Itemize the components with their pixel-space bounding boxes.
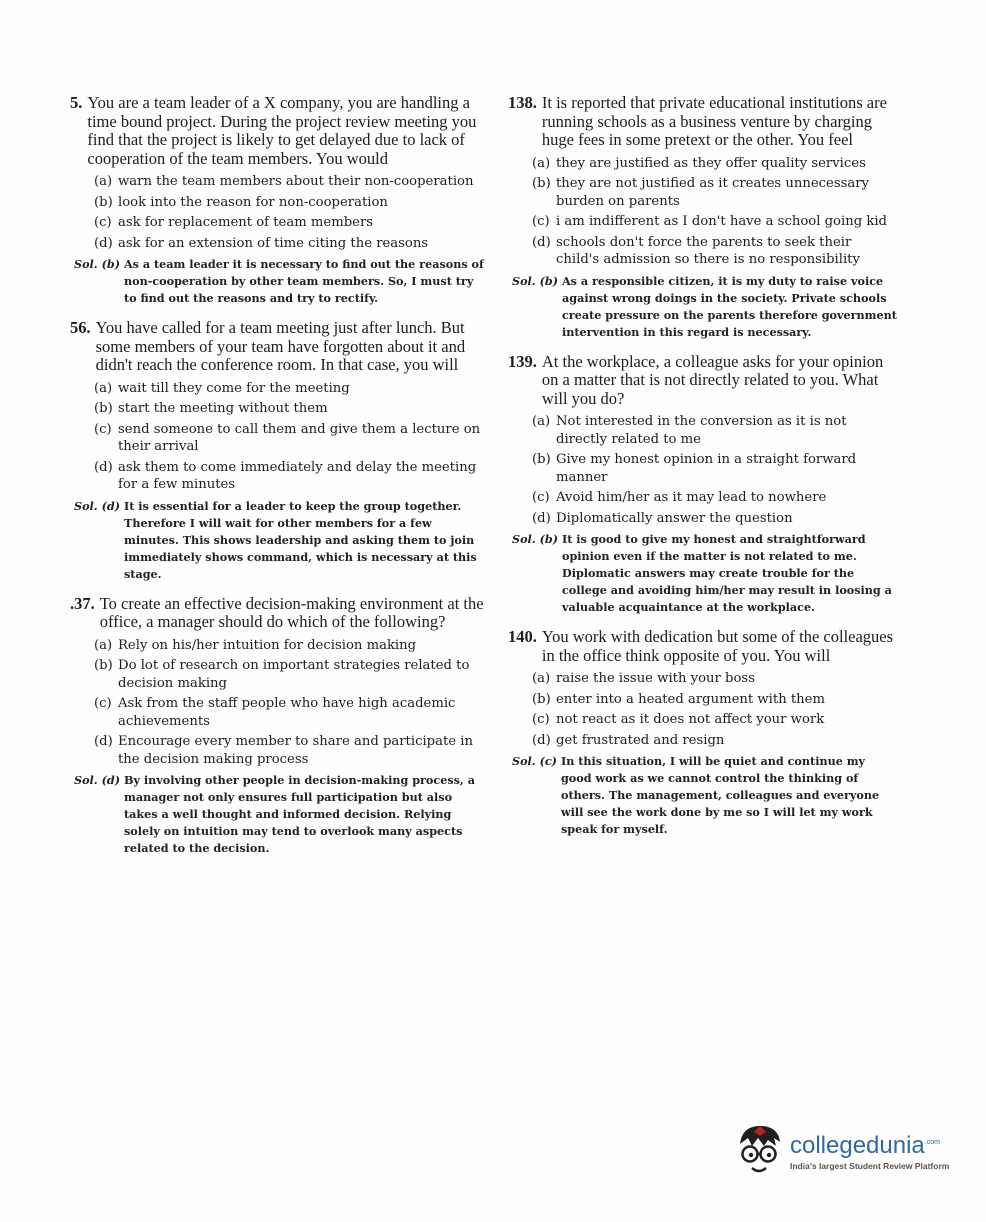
option-text: Do lot of research on important strategies related to decision making <box>118 658 470 691</box>
option <box>532 732 898 750</box>
question-140 <box>508 628 898 838</box>
option <box>94 657 488 692</box>
option-key: (d) <box>532 732 551 748</box>
option-text: Not interested in the conversion as it is not directly related to me <box>556 414 847 447</box>
option-text: Encourage every member to share and participate in the decision making process <box>118 734 473 767</box>
question-138 <box>508 94 898 341</box>
question-number: 5. <box>70 93 83 112</box>
option <box>94 235 488 253</box>
option <box>532 451 898 486</box>
options-list <box>94 380 488 494</box>
option-key: (d) <box>94 235 113 251</box>
solution-key: Sol. (b) <box>512 273 558 288</box>
solution-text: In this situation, I will be quiet and continue my good work as we cannot control the thinking of others. The management, colleagues and everyone will see the work done by me so I will let my work speak for myself. <box>560 754 880 836</box>
option-key: (c) <box>94 421 112 437</box>
option-text: they are justified as they offer quality services <box>556 155 866 171</box>
right-column <box>508 94 898 850</box>
option-text: Diplomatically answer the question <box>556 510 793 526</box>
option-key: (d) <box>94 734 113 749</box>
option-text: schools don't force the parents to seek their child's admission so there is no responsibility <box>556 234 860 267</box>
option <box>94 194 488 212</box>
mascot-icon <box>734 1122 784 1178</box>
question-5 <box>70 94 488 307</box>
option <box>94 214 488 232</box>
solution-key: Sol. (b) <box>74 257 120 271</box>
option-text: Give my honest opinion in a straight forward manner <box>556 452 857 485</box>
option <box>532 489 898 507</box>
solution <box>512 531 898 616</box>
option-key: (a) <box>94 637 113 653</box>
option <box>94 695 488 730</box>
option-key: (a) <box>532 155 551 171</box>
logo-name-text: collegedunia <box>790 1131 925 1159</box>
option <box>532 711 898 729</box>
option <box>532 413 898 448</box>
option-text: start the meeting without them <box>118 401 328 416</box>
option-text: Ask from the staff people who have high academic achievements <box>118 696 456 729</box>
solution-key: Sol. (c) <box>512 754 557 768</box>
option <box>94 637 488 655</box>
question-37 <box>70 595 488 858</box>
question-text: At the workplace, a colleague asks for your opinion on a matter that is not directly related to you. What will you do? <box>541 351 884 408</box>
options-list <box>94 173 488 252</box>
option-key: (a) <box>94 380 113 396</box>
option-text: get frustrated and resign <box>556 732 725 748</box>
option-key: (a) <box>532 671 551 686</box>
option-key: (d) <box>532 510 551 526</box>
solution-text: As a team leader it is necessary to find out the reasons of non-cooperation by other team members. So, I must try to find out the reasons and try to rectify. <box>124 257 484 305</box>
option-text: look into the reason for non-cooperation <box>118 194 388 210</box>
option <box>94 421 488 456</box>
option-text: send someone to call them and give them a lecture on their arrival <box>118 421 481 454</box>
option <box>94 733 488 768</box>
option-text: ask for replacement of team members <box>118 215 374 230</box>
option <box>532 155 898 173</box>
solution-text: It is essential for a leader to keep the group together. Therefore I will wait for other members for a few minutes. This shows leadership and asking them to join immediately shows command, which is necessary at this stage. <box>124 498 477 581</box>
collegedunia-logo <box>734 1120 954 1180</box>
option-key: (a) <box>94 174 113 189</box>
question-139 <box>508 353 898 617</box>
question-number: 138. <box>508 93 537 112</box>
options-list <box>94 637 488 769</box>
options-list <box>532 155 898 269</box>
option-text: i am indifferent as I don't have a school going kid <box>556 214 887 229</box>
solution <box>74 772 488 857</box>
left-column <box>70 94 488 869</box>
question-56 <box>70 319 488 583</box>
options-list <box>532 413 898 527</box>
solution-text: By involving other people in decision-making process, a manager not only ensures full participation but also takes a well thought and informed decision. Relying solely on intuition may tend to overlook many aspects related to the decision. <box>124 773 475 855</box>
option-key: (c) <box>532 214 550 229</box>
option <box>94 400 488 418</box>
option-key: (c) <box>532 490 550 505</box>
option-key: (b) <box>532 176 551 191</box>
option <box>94 459 488 494</box>
option-text: they are not justified as it creates unnecessary burden on parents <box>556 176 870 209</box>
option <box>532 234 898 269</box>
option-key: (c) <box>94 215 112 230</box>
logo-name <box>790 1130 949 1159</box>
option-text: raise the issue with your boss <box>556 671 755 686</box>
option <box>532 213 898 231</box>
logo-suffix: .com <box>924 1138 940 1146</box>
solution-key: Sol. (d) <box>74 773 120 787</box>
option-key: (a) <box>532 414 551 429</box>
option <box>94 380 488 398</box>
option-text: not react as it does not affect your work <box>556 712 825 727</box>
solution-text: It is good to give my honest and straightforward opinion even if the matter is not related to me. Diplomatic answers may create trouble for the college and avoiding him/her may result in loosing a valuable acquaintance at the workplace. <box>562 532 892 614</box>
option-text: ask for an extension of time citing the reasons <box>118 235 429 251</box>
question-text: You work with dedication but some of the colleagues in the office think opposite of you. You will <box>541 627 894 665</box>
question-text: You are a team leader of a X company, you are handling a time bound project. During the project review meeting you find that the project is likely to get delayed due to lack of cooperation of the team members. You would <box>87 93 477 168</box>
option-text: enter into a heated argument with them <box>556 691 825 707</box>
option-key: (b) <box>94 658 113 673</box>
option-text: Avoid him/her as it may lead to nowhere <box>556 490 827 505</box>
option-key: (b) <box>532 452 551 467</box>
logo-tagline: India's largest Student Review Platform <box>790 1160 950 1171</box>
option-key: (c) <box>94 696 112 711</box>
question-text: It is reported that private educational institutions are running schools as a business venture by charging huge fees in some pretext or the other. You feel <box>541 93 887 149</box>
question-text: To create an effective decision-making environment at the office, a manager should do which of the following? <box>99 593 484 631</box>
question-number: 139. <box>508 351 537 371</box>
solution <box>74 498 488 583</box>
option-key: (b) <box>532 691 551 707</box>
option-text: Rely on his/her intuition for decision making <box>118 637 417 653</box>
solution <box>512 273 898 341</box>
option <box>532 670 898 688</box>
options-list <box>532 670 898 749</box>
option-text: wait till they come for the meeting <box>118 380 350 396</box>
question-number: 140. <box>508 627 537 646</box>
solution-text: As a responsible citizen, it is my duty to raise voice against wrong doings in the society. Private schools create pressure on the parents therefore government intervention in this regard is necessary. <box>562 273 897 339</box>
option-key: (d) <box>94 459 113 475</box>
option <box>532 175 898 210</box>
option <box>532 510 898 528</box>
option-key: (c) <box>532 712 550 727</box>
option-text: ask them to come immediately and delay the meeting for a few minutes <box>118 459 477 492</box>
option-key: (b) <box>94 401 113 416</box>
option-key: (d) <box>532 234 551 250</box>
option <box>532 691 898 709</box>
question-text: You have called for a team meeting just after lunch. But some members of your team have forgotten about it and didn't reach the conference room. In that case, you will <box>95 318 466 374</box>
solution-key: Sol. (d) <box>74 498 120 513</box>
question-number: .37. <box>70 593 95 613</box>
option <box>94 173 488 191</box>
question-number: 56. <box>70 318 91 337</box>
solution <box>74 256 488 307</box>
solution <box>512 753 898 838</box>
option-text: warn the team members about their non-cooperation <box>118 174 474 189</box>
solution-key: Sol. (b) <box>512 532 558 546</box>
option-key: (b) <box>94 194 113 210</box>
